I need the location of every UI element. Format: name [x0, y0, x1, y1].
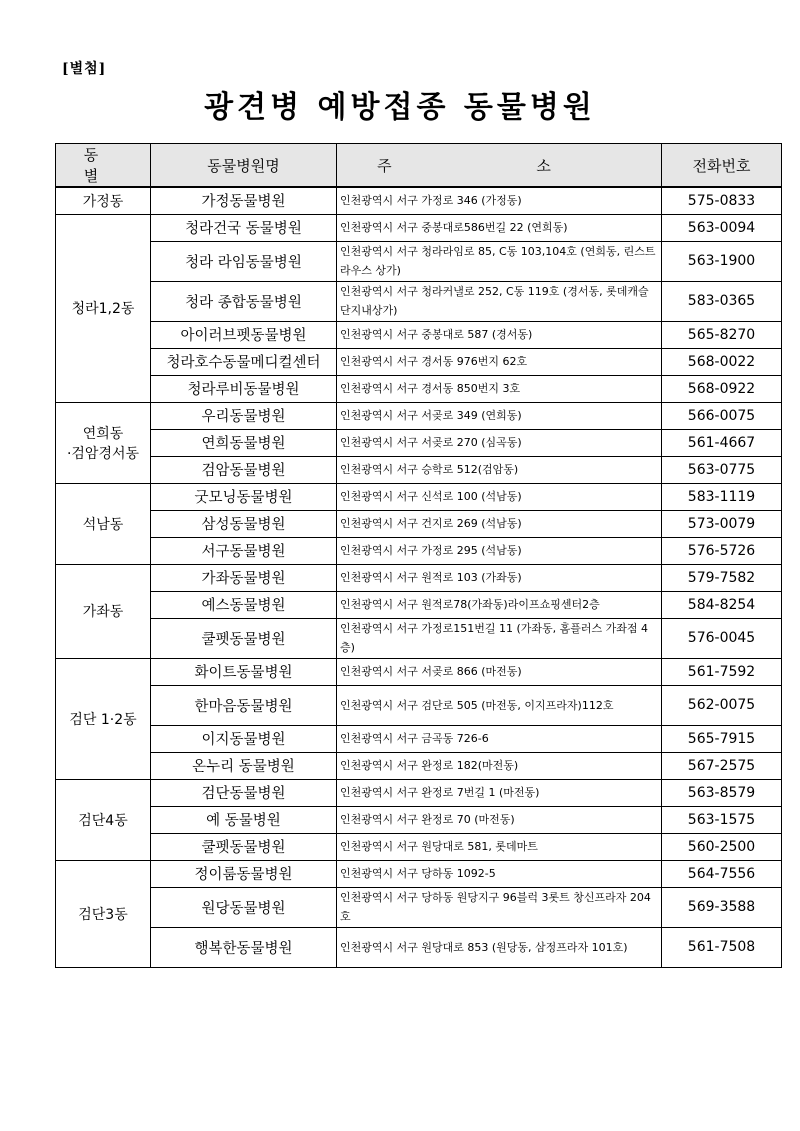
hospital-name-cell: 화이트동물병원	[151, 658, 337, 685]
phone-cell: 583-0365	[662, 281, 782, 321]
header-hospital: 동물병원명	[151, 144, 337, 188]
address-cell: 인천광역시 서구 금곡동 726-6	[337, 725, 662, 752]
phone-cell: 563-0094	[662, 214, 782, 241]
address-cell: 인천광역시 서구 원당대로 853 (원당동, 삼정프라자 101호)	[337, 927, 662, 967]
phone-cell: 563-0775	[662, 456, 782, 483]
district-cell: 가정동	[56, 187, 151, 214]
address-cell: 인천광역시 서구 서곶로 349 (연희동)	[337, 402, 662, 429]
table-row	[56, 402, 782, 429]
district-cell: 검단 1·2동	[56, 658, 151, 779]
table-row	[56, 241, 782, 281]
phone-cell: 563-1575	[662, 806, 782, 833]
hospital-name-cell: 삼성동물병원	[151, 510, 337, 537]
table-row	[56, 214, 782, 241]
district-cell: 가좌동	[56, 564, 151, 658]
phone-cell: 584-8254	[662, 591, 782, 618]
phone-cell: 576-5726	[662, 537, 782, 564]
hospital-name-cell: 가좌동물병원	[151, 564, 337, 591]
phone-cell: 561-4667	[662, 429, 782, 456]
address-cell: 인천광역시 서구 원적로 103 (가좌동)	[337, 564, 662, 591]
phone-cell: 569-3588	[662, 887, 782, 927]
district-cell: 석남동	[56, 483, 151, 564]
table-row	[56, 927, 782, 967]
hospital-name-cell: 서구동물병원	[151, 537, 337, 564]
table-row	[56, 833, 782, 860]
hospital-name-cell: 행복한동물병원	[151, 927, 337, 967]
district-cell: 청라1,2동	[56, 214, 151, 402]
address-cell: 인천광역시 서구 청라라임로 85, C동 103,104호 (연희동, 린스트라우스 상가)	[337, 241, 662, 281]
table-row	[56, 564, 782, 591]
address-cell: 인천광역시 서구 청라커낼로 252, C동 119호 (경서동, 롯데캐슬단지내상가)	[337, 281, 662, 321]
table-row	[56, 685, 782, 725]
hospital-name-cell: 청라건국 동물병원	[151, 214, 337, 241]
address-cell: 인천광역시 서구 원당대로 581, 롯데마트	[337, 833, 662, 860]
address-cell: 인천광역시 서구 당하동 1092-5	[337, 860, 662, 887]
hospital-name-cell: 쿨펫동물병원	[151, 618, 337, 658]
address-cell: 인천광역시 서구 경서동 976번지 62호	[337, 348, 662, 375]
address-cell: 인천광역시 서구 가정로 295 (석남동)	[337, 537, 662, 564]
hospital-name-cell: 청라 종합동물병원	[151, 281, 337, 321]
header-district: 동 별	[56, 144, 151, 188]
phone-cell: 560-2500	[662, 833, 782, 860]
address-cell: 인천광역시 서구 중봉대로 587 (경서동)	[337, 321, 662, 348]
table-row	[56, 429, 782, 456]
address-cell: 인천광역시 서구 가정로 346 (가정동)	[337, 187, 662, 214]
district-cell: 검단3동	[56, 860, 151, 967]
attachment-label: [별첨]	[62, 61, 107, 77]
phone-cell: 566-0075	[662, 402, 782, 429]
phone-cell: 579-7582	[662, 564, 782, 591]
table-row	[56, 321, 782, 348]
hospital-name-cell: 연희동물병원	[151, 429, 337, 456]
table-row	[56, 860, 782, 887]
hospital-name-cell: 아이러브펫동물병원	[151, 321, 337, 348]
table-row	[56, 456, 782, 483]
address-cell: 인천광역시 서구 원적로78(가좌동)라이프쇼핑센터2층	[337, 591, 662, 618]
hospital-name-cell: 굿모닝동물병원	[151, 483, 337, 510]
hospital-name-cell: 한마음동물병원	[151, 685, 337, 725]
hospital-name-cell: 청라 라임동물병원	[151, 241, 337, 281]
phone-cell: 561-7592	[662, 658, 782, 685]
address-cell: 인천광역시 서구 완정로 70 (마전동)	[337, 806, 662, 833]
address-cell: 인천광역시 서구 당하동 원당지구 96블럭 3롯트 창신프라자 204호	[337, 887, 662, 927]
phone-cell: 561-7508	[662, 927, 782, 967]
table-body	[56, 187, 782, 967]
table-row	[56, 725, 782, 752]
header-phone: 전화번호	[662, 144, 782, 188]
phone-cell: 575-0833	[662, 187, 782, 214]
table-row	[56, 375, 782, 402]
address-cell: 인천광역시 서구 신석로 100 (석남동)	[337, 483, 662, 510]
hospital-name-cell: 쿨펫동물병원	[151, 833, 337, 860]
table-header-row	[56, 144, 782, 188]
table-row	[56, 281, 782, 321]
phone-cell: 563-8579	[662, 779, 782, 806]
table-row	[56, 779, 782, 806]
hospital-name-cell: 온누리 동물병원	[151, 752, 337, 779]
phone-cell: 563-1900	[662, 241, 782, 281]
hospital-name-cell: 정이룸동물병원	[151, 860, 337, 887]
phone-cell: 583-1119	[662, 483, 782, 510]
address-cell: 인천광역시 서구 건지로 269 (석남동)	[337, 510, 662, 537]
vet-hospital-table	[55, 143, 782, 968]
address-cell: 인천광역시 서구 승학로 512(검암동)	[337, 456, 662, 483]
address-cell: 인천광역시 서구 완정로 182(마전동)	[337, 752, 662, 779]
address-cell: 인천광역시 서구 서곶로 866 (마전동)	[337, 658, 662, 685]
phone-cell: 573-0079	[662, 510, 782, 537]
hospital-name-cell: 청라호수동물메디컬센터	[151, 348, 337, 375]
address-cell: 인천광역시 서구 완정로 7번길 1 (마전동)	[337, 779, 662, 806]
table-row	[56, 537, 782, 564]
table-row	[56, 618, 782, 658]
table-row	[56, 510, 782, 537]
table-row	[56, 483, 782, 510]
phone-cell: 565-7915	[662, 725, 782, 752]
hospital-name-cell: 예 동물병원	[151, 806, 337, 833]
table-row	[56, 658, 782, 685]
table-row	[56, 887, 782, 927]
phone-cell: 568-0022	[662, 348, 782, 375]
hospital-name-cell: 검단동물병원	[151, 779, 337, 806]
address-cell: 인천광역시 서구 검단로 505 (마전동, 이지프라자)112호	[337, 685, 662, 725]
hospital-name-cell: 가정동물병원	[151, 187, 337, 214]
hospital-name-cell: 우리동물병원	[151, 402, 337, 429]
hospital-name-cell: 검암동물병원	[151, 456, 337, 483]
header-address: 주 소	[337, 144, 662, 188]
phone-cell: 565-8270	[662, 321, 782, 348]
hospital-name-cell: 예스동물병원	[151, 591, 337, 618]
document-title: 광견병 예방접종 동물병원	[204, 90, 596, 125]
hospital-name-cell: 이지동물병원	[151, 725, 337, 752]
address-cell: 인천광역시 서구 서곶로 270 (심곡동)	[337, 429, 662, 456]
table-row	[56, 752, 782, 779]
hospital-name-cell: 청라루비동물병원	[151, 375, 337, 402]
table-row	[56, 806, 782, 833]
phone-cell: 576-0045	[662, 618, 782, 658]
phone-cell: 567-2575	[662, 752, 782, 779]
address-cell: 인천광역시 서구 경서동 850번지 3호	[337, 375, 662, 402]
district-cell: 검단4동	[56, 779, 151, 860]
table-row	[56, 187, 782, 214]
address-cell: 인천광역시 서구 중봉대로586번길 22 (연희동)	[337, 214, 662, 241]
district-cell: 연희동 ·검암경서동	[56, 402, 151, 483]
phone-cell: 562-0075	[662, 685, 782, 725]
hospital-name-cell: 원당동물병원	[151, 887, 337, 927]
table-row	[56, 591, 782, 618]
phone-cell: 568-0922	[662, 375, 782, 402]
phone-cell: 564-7556	[662, 860, 782, 887]
table-row	[56, 348, 782, 375]
address-cell: 인천광역시 서구 가정로151번길 11 (가좌동, 홈플러스 가좌점 4층)	[337, 618, 662, 658]
